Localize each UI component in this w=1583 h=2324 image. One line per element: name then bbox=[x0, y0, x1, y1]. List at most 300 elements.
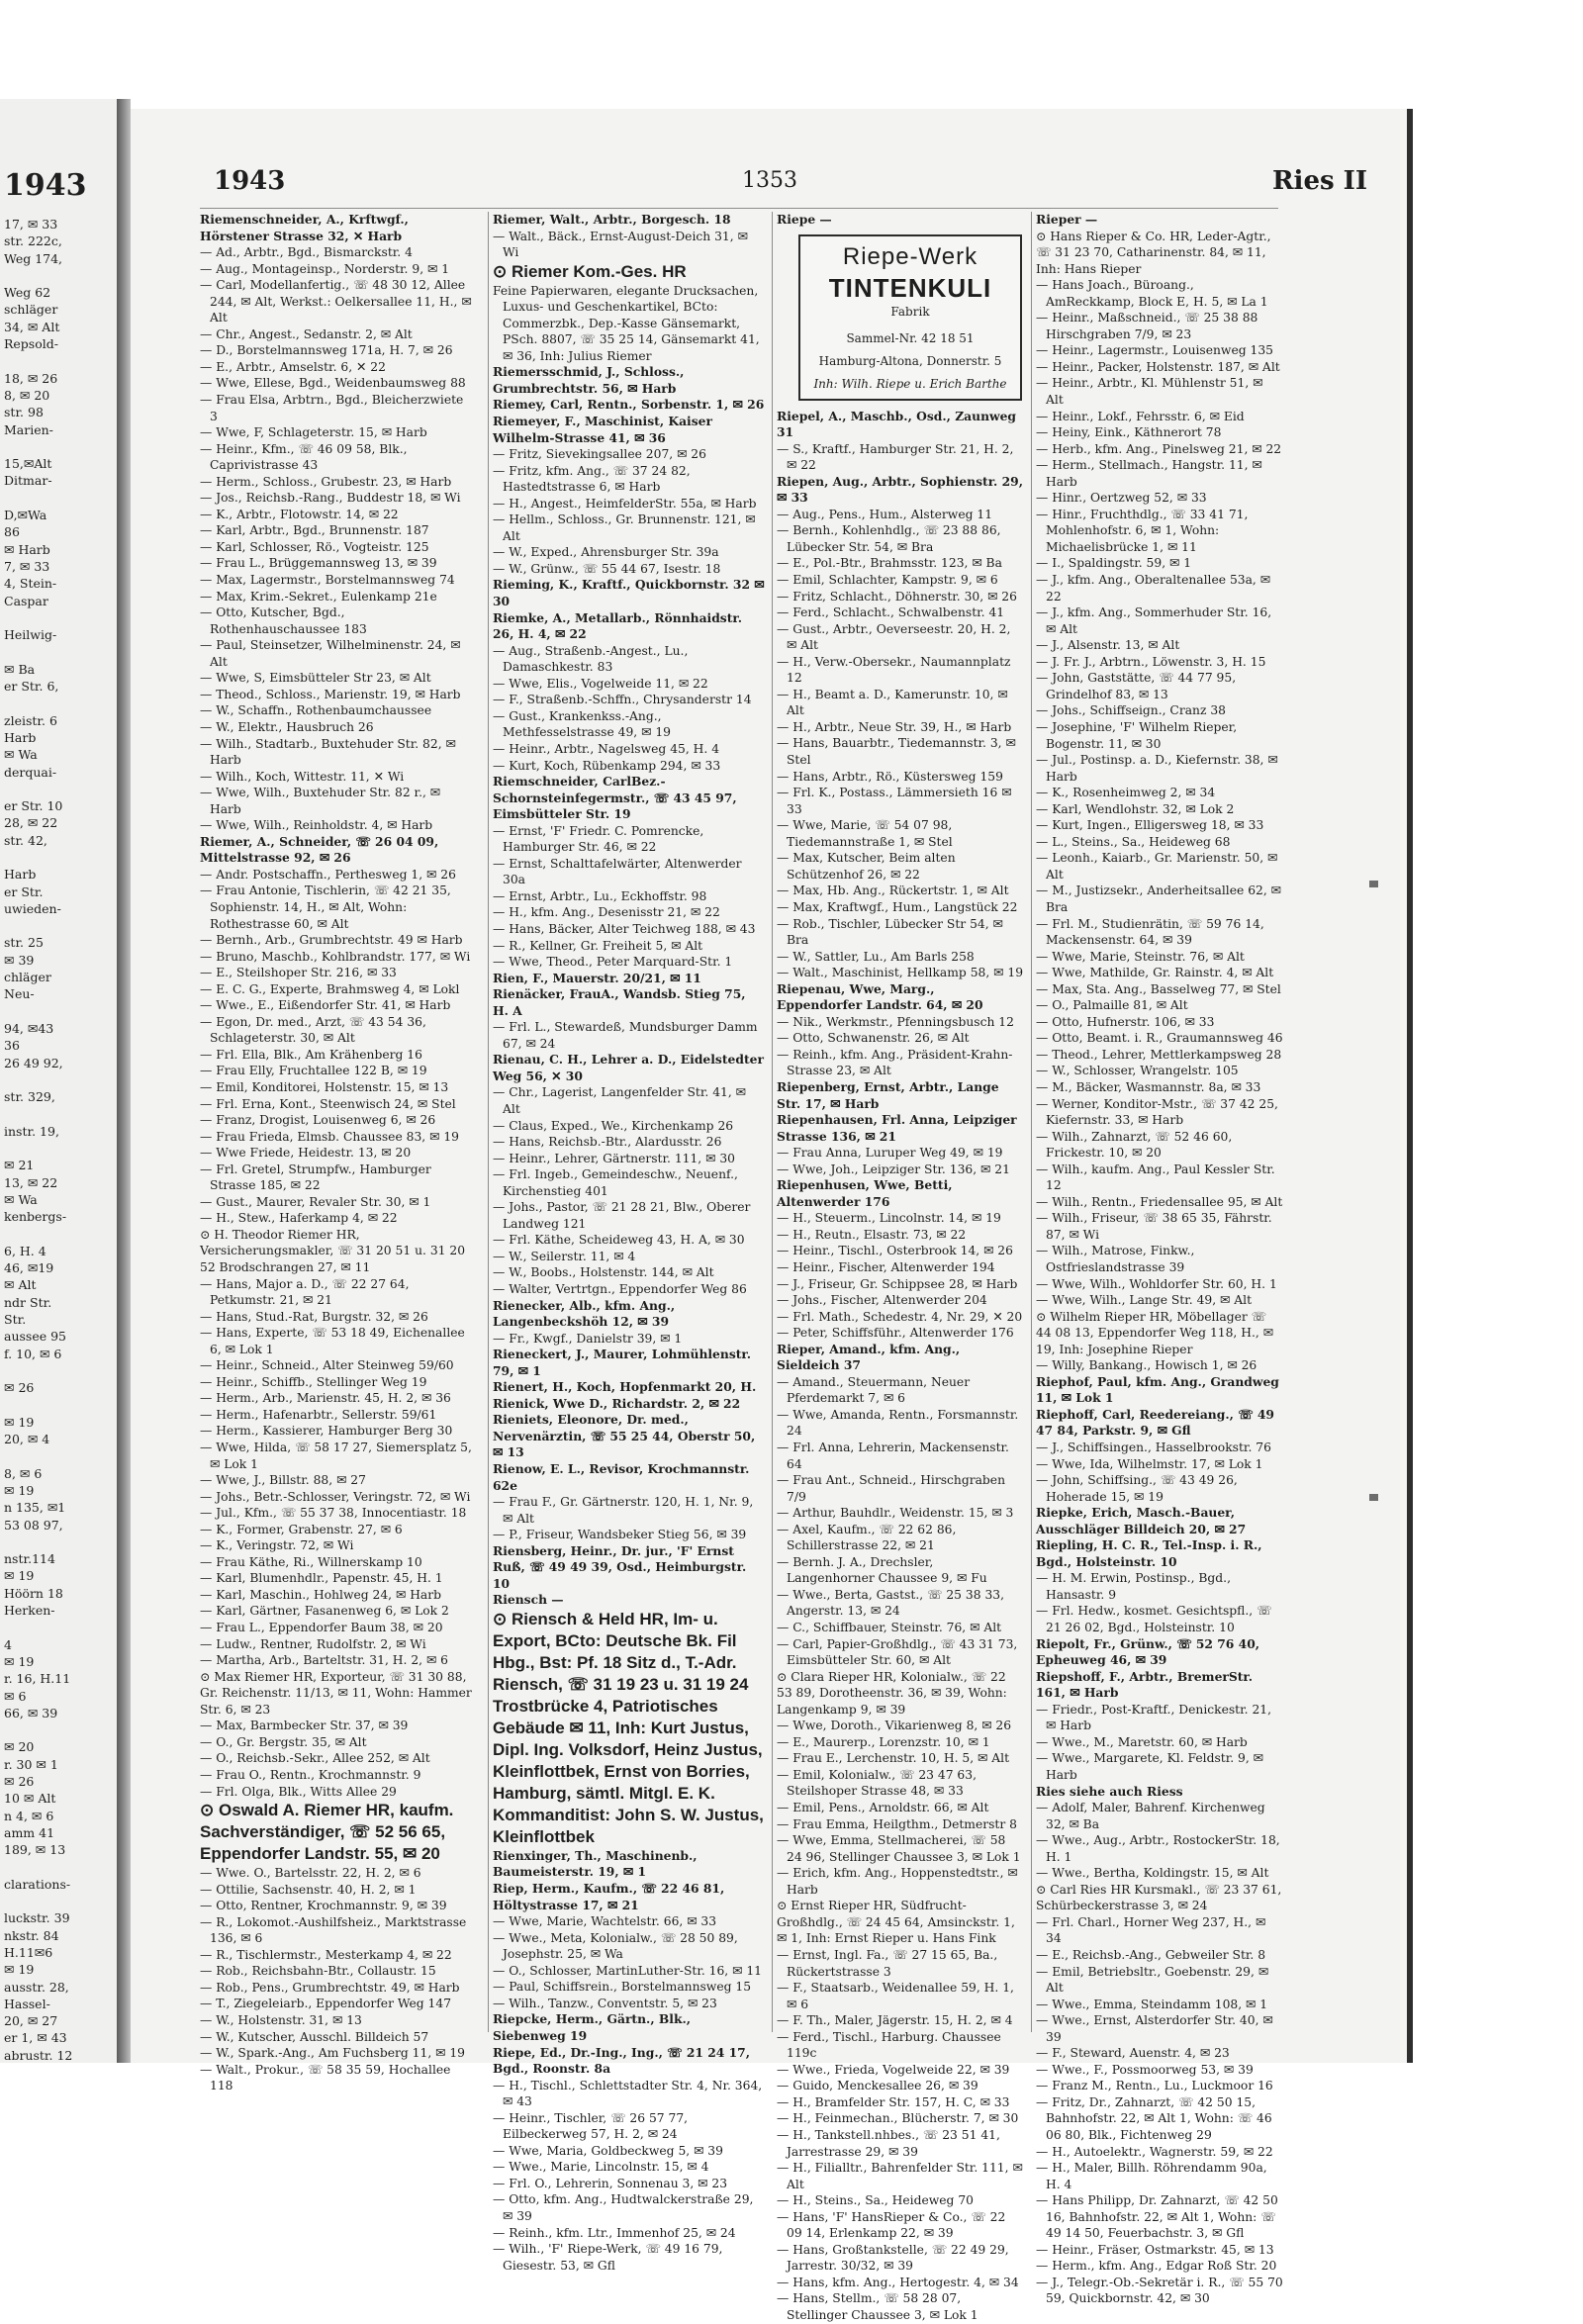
previous-page-line: Repsold- bbox=[4, 336, 58, 352]
previous-page-line bbox=[4, 781, 115, 797]
directory-entry: — Karl, Schlosser, Rö., Vogteistr. 125 bbox=[200, 539, 429, 554]
previous-page-line bbox=[4, 352, 115, 369]
previous-page-line: ✉ Harb bbox=[4, 541, 50, 557]
directory-entry: — Heinr., Arbtr., Kl. Mühlenstr 51, ✉ Alt bbox=[1036, 376, 1263, 408]
directory-entry: — Andr. Postschaffn., Perthesweg 1, ✉ 26 bbox=[200, 867, 456, 882]
directory-entry: — Wwe, Amanda, Rentn., Forsmannstr. 24 bbox=[777, 1407, 1019, 1439]
directory-entry: Riepke, Erich, Masch.-Bauer, Ausschläger Billdeich 20, ✉ 27 bbox=[1036, 1505, 1247, 1536]
previous-page-line: ✉ Ba bbox=[4, 661, 36, 677]
directory-entry: — Heinr., Lehrer, Gärtnerstr. 111, ✉ 30 bbox=[493, 1151, 735, 1165]
directory-entry: — K., Veringstr. 72, ✉ Wi bbox=[200, 1538, 354, 1553]
directory-page bbox=[131, 109, 1407, 2322]
previous-page-line: Str. bbox=[4, 1312, 27, 1327]
directory-entry: — Frl. Ella, Blk., Am Krähenberg 16 bbox=[200, 1047, 422, 1062]
previous-page-line: 18, ✉ 26 bbox=[4, 370, 58, 386]
previous-page-fragment bbox=[0, 99, 119, 2063]
directory-entry: — Ernst, Arbtr., Lu., Eckhoffstr. 98 bbox=[493, 888, 707, 903]
previous-page-line: ✉ 19 bbox=[4, 1568, 35, 1584]
directory-entry: — Guido, Menckesallee 26, ✉ 39 bbox=[777, 2079, 978, 2093]
previous-page-line: f. 10, ✉ 6 bbox=[4, 1346, 62, 1361]
directory-entry: — Ferd., Tischl., Harburg. Chaussee 119c bbox=[777, 2029, 1001, 2061]
directory-entry: Rienecker, Alb., kfm. Ang., Langenbeckshöh 12, ✉ 39 bbox=[493, 1297, 676, 1330]
directory-entry: — Wwe Friede, Heidestr. 13, ✉ 20 bbox=[200, 1146, 412, 1161]
previous-page-line: 4 bbox=[4, 1636, 12, 1652]
directory-entry: — F., Straßenb.-Schffn., Chrysanderstr 14 bbox=[493, 693, 752, 707]
directory-entry: — Herm., Schloss., Grubestr. 23, ✉ Harb bbox=[200, 474, 452, 489]
directory-entry: — Wwe, Marie, ☏ 54 07 98, Tiedemannstraße 1, ✉ Stel bbox=[777, 818, 953, 849]
ad-company-name: Riepe-Werk bbox=[842, 242, 978, 270]
directory-entry: — F., Staatsarb., Weidenallee 59, H. 1, ✉ 6 bbox=[777, 1981, 1014, 2011]
directory-entry: — Hans Joach., Büroang., AmReckkamp, Block E, H. 5, ✉ La 1 bbox=[1036, 278, 1268, 309]
previous-page-line: amm 41 bbox=[4, 1824, 55, 1840]
page-number: 1353 bbox=[742, 168, 797, 193]
directory-entry: — Emil, Betriebsltr., Goebenstr. 29, ✉ Alt bbox=[1036, 1964, 1269, 1996]
directory-entry: — Fritz, Dr., Zahnarzt, ☏ 42 50 15, Bahnhofstr. 22, ✉ Alt 1, Wohn: ☏ 46 06 80, Blk., Fichtenweg 29 bbox=[1036, 2094, 1272, 2142]
directory-entry: — R., Kellner, Gr. Freiheit 5, ✉ Alt bbox=[493, 938, 703, 953]
directory-entry: — W., Boobs., Holstenstr. 144, ✉ Alt bbox=[493, 1265, 714, 1280]
directory-entry: ⊙ Riensch & Held HR, Im- u. Export, BCto: Deutsche Bk. Fil Hbg., Bst: Pf. 18 Sitz d., T.-Adr. Riensch, ☏ 31 19 23 u. 31 19 24 Trostbrücke 4, Patriotisches Gebäude ✉ 11, Inh: Kurt Justus, Dipl. Ing. Volksdorf, Heinz Justus, Kleinflottbek, Ernst von Borries, Hamburg, sämtl. Mitgl. E. K. Kommanditist: John S. W. Justus, Kleinflottbek bbox=[493, 1609, 764, 1846]
directory-entry: Rieniets, Eleonore, Dr. med., Nervenärztin, ☏ 55 25 44, Oberstr 50, ✉ 13 bbox=[493, 1412, 756, 1460]
directory-entry: — Wwe, Maria, Goldbeckweg 5, ✉ 39 bbox=[493, 2143, 723, 2158]
previous-page-line: instr. 19, bbox=[4, 1123, 59, 1139]
directory-column-3 bbox=[772, 212, 1024, 2322]
previous-page-line: str. 42, bbox=[4, 832, 47, 848]
previous-page-line: 17, ✉ 33 bbox=[4, 217, 58, 232]
directory-entry: — Emil, Konditorei, Holstenstr. 15, ✉ 13 bbox=[200, 1079, 449, 1094]
previous-page-line bbox=[4, 1534, 115, 1550]
directory-entry: — Theod., Schloss., Marienstr. 19, ✉ Harb bbox=[200, 687, 461, 701]
ad-collect-number: Sammel-Nr. 42 18 51 bbox=[846, 330, 975, 345]
directory-entry: — Heinr., Maßschneid., ☏ 25 38 88 Hirschgraben 7/9, ✉ 23 bbox=[1036, 311, 1258, 341]
directory-entry: Rienert, H., Koch, Hopfenmarkt 20, H. bbox=[493, 1379, 757, 1395]
directory-entry: — Ferd., Schlacht., Schwalbenstr. 41 bbox=[777, 605, 1005, 620]
directory-entry: — H., Beamt a. D., Kamerunstr. 10, ✉ Alt bbox=[777, 687, 1008, 718]
directory-entry: Riemschneider, CarlBez.-Schornsteinfegermstr., ☏ 43 45 97, Eimsbütteler Str. 19 bbox=[493, 774, 737, 822]
directory-entry: — E., Maurerp., Lorenzstr. 10, ✉ 1 bbox=[777, 1734, 990, 1749]
directory-entry: — Johs., Pastor, ☏ 21 28 21, Blw., Oberer Landweg 121 bbox=[493, 1200, 751, 1231]
directory-entry: — Hans, Stud.-Rat, Burgstr. 32, ✉ 26 bbox=[200, 1309, 428, 1324]
directory-entry: — E., Pol.-Btr., Brahmsstr. 123, ✉ Ba bbox=[777, 556, 1002, 571]
directory-entry: — Heinr., Tischl., Osterbrook 14, ✉ 26 bbox=[777, 1244, 1013, 1258]
previous-page-line: 53 08 97, bbox=[4, 1517, 63, 1533]
previous-page-line: ✉ 21 bbox=[4, 1158, 35, 1173]
directory-entry: — Hans, 'F' HansRieper & Co., ☏ 22 09 14, Erlenkamp 22, ✉ 39 bbox=[777, 2209, 1006, 2241]
previous-page-line: str. 329, bbox=[4, 1089, 55, 1105]
directory-column-4 bbox=[1031, 212, 1283, 2306]
previous-page-line: er Str. 10 bbox=[4, 798, 63, 814]
previous-page-line: Höörn 18 bbox=[4, 1585, 63, 1601]
directory-entry: — Wwe., Marie, Lincolnstr. 15, ✉ 4 bbox=[493, 2160, 709, 2175]
directory-entry: Riepcke, Herm., Gärtn., Blk., Siebenweg 19 bbox=[493, 2011, 692, 2043]
directory-entry: — H., Steins., Sa., Heideweg 70 bbox=[777, 2193, 974, 2208]
directory-entry: — H., Tankstell.nhbes., ☏ 23 51 41, Jarrestrasse 29, ✉ 39 bbox=[777, 2127, 1000, 2159]
directory-entry: — Franz M., Rentn., Lu., Luckmoor 16 bbox=[1036, 2079, 1273, 2093]
directory-entry: — Hinr., Oertzweg 52, ✉ 33 bbox=[1036, 491, 1207, 506]
directory-entry: — Wwe., Meta, Kolonialw., ☏ 28 50 89, Josephstr. 25, ✉ Wa bbox=[493, 1930, 738, 1962]
previous-page-line bbox=[4, 490, 115, 507]
directory-entry: — Aug., Montageinsp., Norderstr. 9, ✉ 1 bbox=[200, 261, 450, 276]
previous-page-line: nstr.114 bbox=[4, 1551, 55, 1567]
directory-entry: Riepling, H. C. R., Tel.-Insp. i. R., Bgd., Holsteinstr. 10 bbox=[1036, 1537, 1262, 1569]
directory-entry: — Frl. Erna, Kont., Steenwisch 24, ✉ Stel bbox=[200, 1096, 456, 1111]
directory-entry: — H., Filialltr., Bahrenfelder Str. 111, ✉ Alt bbox=[777, 2161, 1023, 2191]
directory-entry: — H., Angest., HeimfelderStr. 55a, ✉ Harb bbox=[493, 496, 757, 511]
riepe-werk-advertisement bbox=[798, 234, 1022, 401]
directory-entry: — E. C. G., Experte, Brahmsweg 4, ✉ Lokl bbox=[200, 981, 460, 996]
directory-entry: — Wwe, Wilh., Lange Str. 49, ✉ Alt bbox=[1036, 1293, 1253, 1308]
directory-entry: — W., Seilerstr. 11, ✉ 4 bbox=[493, 1249, 636, 1263]
previous-page-line: 8, ✉ 6 bbox=[4, 1465, 43, 1481]
directory-entry: — Wwe, Marie, Steinstr. 76, ✉ Alt bbox=[1036, 949, 1245, 964]
directory-entry: — Heinr., Packer, Holstenstr. 187, ✉ Alt bbox=[1036, 359, 1280, 374]
directory-entry: ⊙ Hans Rieper & Co. HR, Leder-Agtr., ☏ 31 23 70, Catharinenstr. 84, ✉ 11, Inh: Hans Rieper bbox=[1036, 229, 1271, 276]
directory-entry: — John, Schiffsing., ☏ 43 49 26, Hoherade 15, ✉ 19 bbox=[1036, 1473, 1238, 1504]
previous-page-line: ✉ 19 bbox=[4, 1962, 35, 1978]
page-edge-shadow bbox=[1407, 109, 1413, 2063]
directory-entry: Riemke, A., Metallarb., Rönnhaidstr. 26, H. 4, ✉ 22 bbox=[493, 609, 743, 642]
directory-entry: — Reinh., kfm. Ltr., Immenhof 25, ✉ 24 bbox=[493, 2225, 736, 2240]
directory-entry: — W., Schaffn., Rothenbaumchaussee bbox=[200, 703, 432, 718]
directory-entry: Riepen, Aug., Arbtr., Sophienstr. 29, ✉ 33 bbox=[777, 473, 1024, 506]
directory-entry: Riepolt, Fr., Grünw., ☏ 52 76 40, Epheuweg 46, ✉ 39 bbox=[1036, 1635, 1260, 1668]
directory-column-1 bbox=[200, 212, 472, 2093]
directory-entry: — W., Kutscher, Ausschl. Billdeich 57 bbox=[200, 2029, 429, 2044]
directory-entry: ⊙ Wilhelm Rieper HR, Möbellager ☏ 44 08 13, Eppendorfer Weg 118, H., ✉ 19, Inh: Josephine Rieper bbox=[1036, 1309, 1273, 1356]
previous-page-line: 26 49 92, bbox=[4, 1055, 63, 1070]
directory-entry: — Wwe, Wilh., Buxtehuder Str. 82 r., ✉ Harb bbox=[200, 786, 441, 816]
previous-page-line: D,✉Wa bbox=[4, 508, 47, 523]
directory-entry: — Frau O., Rentn., Krochmannstr. 9 bbox=[200, 1767, 421, 1782]
directory-entry: — E., Steilshoper Str. 216, ✉ 33 bbox=[200, 966, 397, 980]
directory-entry: — H. M. Erwin, Postinsp., Bgd., Hansastr. 9 bbox=[1036, 1571, 1231, 1602]
directory-entry: — Frl. L., Stewardeß, Mundsburger Damm 67, ✉ 24 bbox=[493, 1020, 758, 1051]
directory-entry: Riepenau, Wwe, Marg., Eppendorfer Landstr. 64, ✉ 20 bbox=[777, 980, 983, 1013]
directory-entry: — W., Sattler, Lu., Am Barls 258 bbox=[777, 949, 975, 964]
directory-entry: — Ernst, 'F' Friedr. C. Pomrencke, Hamburger Str. 46, ✉ 22 bbox=[493, 823, 704, 855]
previous-page-line bbox=[4, 267, 115, 284]
directory-entry: — J., kfm. Ang., Oberaltenallee 53a, ✉ 22 bbox=[1036, 573, 1271, 604]
previous-page-line: str. 222c, bbox=[4, 233, 62, 249]
previous-page-line: Ditmar- bbox=[4, 473, 52, 489]
directory-entry: — Max, Krim.-Sekret., Eulenkamp 21e bbox=[200, 589, 437, 604]
directory-entry: — Bernh., Kohlenhdlg., ☏ 23 88 86, Lübecker Str. 54, ✉ Bra bbox=[777, 523, 1001, 554]
directory-entry: — Johs., Fischer, Altenwerder 204 bbox=[777, 1293, 987, 1308]
directory-entry: — Rob., Reichsbahn-Btr., Collaustr. 15 bbox=[200, 1964, 436, 1979]
directory-entry: — H., Arbtr., Neue Str. 39, H., ✉ Harb bbox=[777, 719, 1012, 734]
directory-entry: — Erich, kfm. Ang., Hoppenstedtstr., ✉ Harb bbox=[777, 1866, 1018, 1897]
directory-entry: — O., Palmaille 81, ✉ Alt bbox=[1036, 998, 1188, 1013]
directory-entry: — Carl, Modellanfertig., ☏ 48 30 12, Allee 244, ✉ Alt, Werkst.: Oelkersallee 11, H., ✉ Alt bbox=[200, 278, 472, 325]
directory-entry: — Frl. Anna, Lehrerin, Mackensenstr. 64 bbox=[777, 1441, 1009, 1471]
header-rule bbox=[200, 208, 1278, 209]
previous-page-line: ausstr. 28, bbox=[4, 1979, 69, 1995]
directory-entry: — Wwe, Mathilde, Gr. Rainstr. 4, ✉ Alt bbox=[1036, 966, 1274, 980]
directory-entry: — O., Schlosser, MartinLuther-Str. 16, ✉ 11 bbox=[493, 1963, 762, 1978]
directory-entry: — Frl. Math., Schedestr. 4, Nr. 29, ✕ 20 bbox=[777, 1309, 1023, 1324]
directory-entry: — Karl, Gärtner, Fasanenweg 6, ✉ Lok 2 bbox=[200, 1604, 449, 1619]
directory-entry: — Heinr., Lagermstr., Louisenweg 135 bbox=[1036, 343, 1273, 358]
previous-page-line: kenbergs- bbox=[4, 1209, 67, 1225]
directory-entry: — R., Lokomot.-Aushilfsheiz., Marktstrasse 136, ✉ 6 bbox=[200, 1914, 467, 1946]
directory-entry: — Wwe, Elis., Vogelweide 11, ✉ 22 bbox=[493, 676, 708, 691]
directory-entry: Riemeyer, F., Maschinist, Kaiser Wilhelm-Strasse 41, ✉ 36 bbox=[493, 414, 712, 445]
directory-entry: — Max, Lagermstr., Borstelmannsweg 74 bbox=[200, 573, 455, 588]
directory-entry: Rien, F., Mauerstr. 20/21, ✉ 11 bbox=[493, 970, 701, 985]
directory-entry: — Max, Barmbecker Str. 37, ✉ 39 bbox=[200, 1719, 409, 1733]
previous-page-line: 4, Stein- bbox=[4, 576, 57, 592]
directory-entry: — Kurt, Koch, Rübenkamp 294, ✉ 33 bbox=[493, 758, 721, 773]
directory-entry: — H., Feinmechan., Blücherstr. 7, ✉ 30 bbox=[777, 2111, 1019, 2126]
directory-entry: — W., Spark.-Ang., Am Fuchsberg 11, ✉ 19 bbox=[200, 2046, 465, 2061]
scan-margin bbox=[0, 0, 1583, 40]
directory-entry: — E., Arbtr., Amselstr. 6, ✕ 22 bbox=[200, 359, 386, 374]
directory-entry: — Nik., Werkmstr., Pfenningsbusch 12 bbox=[777, 1014, 1014, 1029]
directory-entry: — Wwe, Ida, Wilhelmstr. 17, ✉ Lok 1 bbox=[1036, 1456, 1263, 1471]
previous-page-line: 34, ✉ Alt bbox=[4, 319, 60, 334]
directory-entry: — Werner, Konditor-Mstr., ☏ 37 42 25, Kiefernstr. 33, ✉ Harb bbox=[1036, 1096, 1278, 1128]
directory-entry: — Walter, Vertrtgn., Eppendorfer Weg 86 bbox=[493, 1282, 747, 1296]
directory-entry: — Chr., Angest., Sedanstr. 2, ✉ Alt bbox=[200, 326, 413, 341]
directory-entry: — J., Friseur, Gr. Schippsee 28, ✉ Harb bbox=[777, 1276, 1018, 1291]
previous-page-line: 86 bbox=[4, 524, 20, 540]
ad-address: Hamburg-Altona, Donnerstr. 5 bbox=[818, 353, 1002, 368]
previous-page-line bbox=[4, 1362, 115, 1379]
directory-entry: — Frau Käthe, Ri., Willnerskamp 10 bbox=[200, 1554, 422, 1569]
directory-entry: — Wwe. O., Bartelsstr. 22, H. 2, ✉ 6 bbox=[200, 1866, 421, 1881]
previous-page-line: n 4, ✉ 6 bbox=[4, 1808, 54, 1823]
directory-entry: — Frau F., Gr. Gärtnerstr. 120, H. 1, Nr. 9, ✉ Alt bbox=[493, 1495, 754, 1526]
directory-entry: — Heinr., Fischer, Altenwerder 194 bbox=[777, 1259, 995, 1274]
previous-page-line bbox=[4, 609, 115, 626]
directory-entry: — Wwe., F., Possmoorweg 53, ✉ 39 bbox=[1036, 2062, 1254, 2077]
previous-page-line: 20, ✉ 27 bbox=[4, 2013, 58, 2029]
directory-entry: — Leonh., Kaiarb., Gr. Marienstr. 50, ✉ Alt bbox=[1036, 851, 1278, 882]
previous-page-line bbox=[4, 1140, 115, 1157]
directory-entry: — Wilh., Koch, Wittestr. 11, ✕ Wi bbox=[200, 769, 405, 784]
directory-entry: — Josephine, 'F' Wilhelm Rieper, Bogenstr. 11, ✉ 30 bbox=[1036, 719, 1238, 751]
directory-entry: — Hans, Reichsb.-Btr., Alardusstr. 26 bbox=[493, 1135, 722, 1150]
ad-owners: Inh: Wilh. Riepe u. Erich Barthe bbox=[813, 376, 1007, 391]
directory-entry: — Johs., Schiffseign., Cranz 38 bbox=[1036, 703, 1227, 718]
previous-page-line bbox=[4, 849, 115, 866]
directory-entry: — Max, Kraftwgf., Hum., Langstück 22 bbox=[777, 899, 1018, 914]
directory-entry: — Wwe., Margarete, Kl. Feldstr. 9, ✉ Harb bbox=[1036, 1751, 1263, 1782]
directory-entry: — Wwe, Ellese, Bgd., Weidenbaumsweg 88 bbox=[200, 376, 466, 391]
directory-entry: — Hellm., Schloss., Gr. Brunnenstr. 121, ✉ Alt bbox=[493, 512, 756, 543]
directory-entry: Riepe, Ed., Dr.-Ing., Ing., ☏ 21 24 17, Bgd., Roonstr. 8a bbox=[493, 2044, 751, 2077]
directory-entry: — Ottilie, Sachsenstr. 40, H. 2, ✉ 1 bbox=[200, 1882, 417, 1897]
directory-entry: — H., Maler, Billh. Röhrendamm 90a, H. 4 bbox=[1036, 2161, 1267, 2191]
directory-entry: Riemer, Walt., Arbtr., Borgesch. 18 bbox=[493, 212, 731, 227]
previous-page-line: ✉ Alt bbox=[4, 1277, 37, 1293]
directory-entry: — Frau Elly, Fruchtallee 122 B, ✉ 19 bbox=[200, 1064, 427, 1078]
directory-entry: — Frau Ant., Schneid., Hirschgraben 7/9 bbox=[777, 1473, 1006, 1504]
directory-entry: — H., Reutn., Elsastr. 73, ✉ 22 bbox=[777, 1227, 967, 1242]
directory-entry: — Frau Emma, Heilgthm., Detmerstr 8 bbox=[777, 1816, 1017, 1831]
previous-page-line: abrustr. 12 bbox=[4, 2047, 73, 2063]
previous-page-line: Harb bbox=[4, 729, 37, 745]
directory-entry: — Ludw., Rentner, Rudolfstr. 2, ✉ Wi bbox=[200, 1636, 426, 1651]
directory-entry: — Frau L., Eppendorfer Baum 38, ✉ 20 bbox=[200, 1621, 443, 1635]
directory-entry: — Bernh. J. A., Drechsler, Langenhorner Chaussee 9, ✉ Fu bbox=[777, 1554, 987, 1586]
directory-entry: — Kurt, Ingen., Elligersweg 18, ✉ 33 bbox=[1036, 818, 1264, 833]
directory-entry: — T., Ziegeleiarb., Eppendorfer Weg 147 bbox=[200, 1997, 452, 2011]
directory-entry: — M., Bäcker, Wasmannstr. 8a, ✉ 33 bbox=[1036, 1079, 1261, 1094]
directory-entry: — Hans, Experte, ☏ 53 18 49, Eichenallee 6, ✉ Lok 1 bbox=[200, 1326, 465, 1356]
directory-entry: — Frau Frieda, Elmsb. Chaussee 83, ✉ 19 bbox=[200, 1129, 459, 1144]
directory-entry: — Martha, Arb., Barteltstr. 31, H. 2, ✉ 6 bbox=[200, 1653, 448, 1668]
directory-entry: — Willy, Bankang., Howisch 1, ✉ 26 bbox=[1036, 1358, 1257, 1373]
directory-entry: — Wwe, Doroth., Vikarienweg 8, ✉ 26 bbox=[777, 1719, 1012, 1733]
directory-entry: — Otto, Kutscher, Bgd., Rothenhauschaussee 183 bbox=[200, 605, 367, 636]
previous-page-line: 66, ✉ 39 bbox=[4, 1705, 58, 1720]
previous-page-line bbox=[4, 1859, 115, 1876]
directory-entry: — Wilh., Zahnarzt, ☏ 52 46 60, Frickestr. 10, ✉ 20 bbox=[1036, 1129, 1233, 1161]
directory-entry: — Ernst, Ingl. Fa., ☏ 27 15 65, Ba., Rückertstrasse 3 bbox=[777, 1947, 998, 1979]
previous-page-text bbox=[4, 216, 115, 2064]
directory-entry: Rienäcker, FrauA., Wandsb. Stieg 75, H. A bbox=[493, 986, 746, 1018]
directory-entry: — Bernh., Arb., Grumbrechtstr. 49 ✉ Harb bbox=[200, 933, 463, 948]
directory-entry: — Fritz, kfm. Ang., ☏ 37 24 82, Hastedtstrasse 6, ✉ Harb bbox=[493, 463, 691, 495]
previous-page-line: n 135, ✉1 bbox=[4, 1500, 66, 1516]
directory-entry: — Wwe, Wilh., Reinholdstr. 4, ✉ Harb bbox=[200, 818, 433, 833]
directory-entry: — I., Spaldingstr. 59, ✉ 1 bbox=[1036, 556, 1192, 571]
directory-entry: — Frau E., Lerchenstr. 10, H. 5, ✉ Alt bbox=[777, 1751, 1010, 1766]
directory-entry: — Walt., Maschinist, Hellkamp 58, ✉ 19 bbox=[777, 966, 1024, 980]
previous-page-line: ✉ 26 bbox=[4, 1774, 35, 1790]
previous-page-line: ✉ 26 bbox=[4, 1380, 35, 1396]
directory-entry: — Frl. Olga, Blk., Witts Allee 29 bbox=[200, 1784, 397, 1799]
directory-entry: — Hans, Stellm., ☏ 58 28 07, Stellinger Chaussee 3, ✉ Lok 1 bbox=[777, 2291, 978, 2322]
previous-page-line: str. 98 bbox=[4, 405, 44, 420]
directory-entry: — Egon, Dr. med., Arzt, ☏ 43 54 36, Schlageterstr. 30, ✉ Alt bbox=[200, 1014, 426, 1046]
directory-entry: Riemey, Carl, Rentn., Sorbenstr. 1, ✉ 26 bbox=[493, 397, 765, 413]
directory-entry: — Wwe., M., Maretstr. 60, ✉ Harb bbox=[1036, 1734, 1248, 1749]
previous-page-line: 20, ✉ 4 bbox=[4, 1432, 50, 1447]
previous-page-line bbox=[4, 1396, 115, 1413]
directory-entry: — Otto, Schwanenstr. 26, ✉ Alt bbox=[777, 1031, 970, 1046]
directory-entry: — Frau Elsa, Arbtrn., Bgd., Bleicherzwiete 3 bbox=[200, 393, 464, 423]
directory-entry: — Herm., Kassierer, Hamburger Berg 30 bbox=[200, 1424, 453, 1439]
directory-entry: — Wwe., Frieda, Vogelweide 22, ✉ 39 bbox=[777, 2062, 1010, 2077]
directory-entry: — Johs., Betr.-Schlosser, Veringstr. 72, ✉ Wi bbox=[200, 1489, 471, 1504]
directory-entry: — Wwe., Bertha, Koldingstr. 15, ✉ Alt bbox=[1036, 1866, 1269, 1881]
directory-entry: — Max, Kutscher, Beim alten Schützenhof 26, ✉ 22 bbox=[777, 851, 956, 882]
previous-page-line: clarations- bbox=[4, 1876, 71, 1892]
directory-entry: — J. Fr. J., Arbtrn., Löwenstr. 3, H. 15 bbox=[1036, 654, 1266, 669]
previous-page-line: Herken- bbox=[4, 1603, 55, 1619]
previous-page-line bbox=[4, 1619, 115, 1635]
directory-entry: — Otto, Beamt. i. R., Graumannsweg 46 bbox=[1036, 1031, 1283, 1046]
directory-entry: — Wilh., Matrose, Finkw., Ostfrieslandstrasse 39 bbox=[1036, 1244, 1195, 1274]
directory-entry: — C., Schiffbauer, Steinstr. 76, ✉ Alt bbox=[777, 1621, 1002, 1635]
directory-entry: — W., Elektr., Hausbruch 26 bbox=[200, 719, 374, 734]
previous-page-line: Neu- bbox=[4, 986, 35, 1002]
directory-entry: — H., Stew., Haferkamp 4, ✉ 22 bbox=[200, 1211, 398, 1226]
directory-entry: — Herm., Stellmach., Hangstr. 11, ✉ Harb bbox=[1036, 458, 1262, 489]
directory-entry: — Gust., Maurer, Revaler Str. 30, ✉ 1 bbox=[200, 1194, 431, 1209]
previous-page-line: 10 ✉ Alt bbox=[4, 1791, 56, 1807]
directory-entry: — Aug., Straßenb.-Angest., Lu., Damaschkestr. 83 bbox=[493, 643, 689, 675]
directory-entry: — Wwe., Berta, Gastst., ☏ 25 38 33, Angerstr. 13, ✉ 24 bbox=[777, 1587, 1004, 1619]
directory-entry: — Hans, kfm. Ang., Hertogestr. 4, ✉ 34 bbox=[777, 2275, 1019, 2289]
directory-entry: — Wwe, J., Billstr. 88, ✉ 27 bbox=[200, 1473, 366, 1488]
directory-entry: — Walt., Bäck., Ernst-August-Deich 31, ✉ Wi bbox=[493, 229, 748, 260]
directory-entry: — W., Holstenstr. 31, ✉ 13 bbox=[200, 2012, 362, 2027]
directory-entry: — Theod., Lehrer, Mettlerkampsweg 28 bbox=[1036, 1047, 1282, 1062]
directory-entry: — H., Autoelektr., Wagnerstr. 59, ✉ 22 bbox=[1036, 2144, 1273, 2159]
directory-entry: — J., kfm. Ang., Sommerhuder Str. 16, ✉ Alt bbox=[1036, 605, 1272, 636]
previous-page-line: Hassel- bbox=[4, 1996, 50, 2011]
previous-page-line: 7, ✉ 33 bbox=[4, 558, 50, 574]
page-edge-mark bbox=[1369, 1494, 1378, 1501]
previous-page-line bbox=[4, 1003, 115, 1020]
directory-entry: — Chr., Lagerist, Langenfelder Str. 41, ✉ Alt bbox=[493, 1085, 746, 1116]
directory-entry: — W., Grünw., ☏ 55 44 67, Isestr. 18 bbox=[493, 561, 721, 576]
directory-entry: Rienow, E. L., Revisor, Krochmannstr. 62e bbox=[493, 1461, 750, 1493]
directory-entry: ⊙ Clara Rieper HR, Kolonialw., ☏ 22 53 89, Dorotheenstr. 36, ✉ 39, Wohn: Langenkamp 9, ✉ 39 bbox=[777, 1669, 1007, 1717]
directory-entry: — Amand., Steuermann, Neuer Pferdemarkt 7, ✉ 6 bbox=[777, 1374, 971, 1406]
directory-entry: — Frl. Hedw., kosmet. Gesichtspfl., ☏ 21 26 02, Bgd., Holsteinstr. 10 bbox=[1036, 1604, 1272, 1635]
directory-entry: ⊙ Riemer Kom.-Ges. HR bbox=[493, 261, 687, 281]
directory-entry: — J., Alsenstr. 13, ✉ Alt bbox=[1036, 638, 1180, 653]
previous-page-line bbox=[4, 1721, 115, 1738]
previous-page-line: 46, ✉19 bbox=[4, 1260, 54, 1276]
previous-page-line: 28, ✉ 22 bbox=[4, 815, 58, 831]
directory-entry: — Frl. Charl., Horner Weg 237, H., ✉ 34 bbox=[1036, 1914, 1266, 1946]
directory-entry: — Gust., Krankenkss.-Ang., Methfesselstrasse 49, ✉ 19 bbox=[493, 708, 671, 740]
directory-entry: — Wilh., Friseur, ☏ 38 65 35, Fährstr. 87, ✉ Wi bbox=[1036, 1211, 1272, 1242]
directory-entry: — H., Steuerm., Lincolnstr. 14, ✉ 19 bbox=[777, 1211, 1001, 1226]
directory-entry: — Fritz, Sievekingsallee 207, ✉ 26 bbox=[493, 447, 706, 462]
directory-entry: — Heinr., Arbtr., Nagelsweg 45, H. 4 bbox=[493, 741, 720, 756]
directory-entry: — Heinr., Schneid., Alter Steinweg 59/60 bbox=[200, 1358, 454, 1373]
previous-page-line: 15,✉Alt bbox=[4, 456, 52, 472]
directory-entry: — Frau Antonie, Tischlerin, ☏ 42 21 35, Sophienstr. 14, H., ✉ Alt, Wohn: Rothestrasse 60, ✉ Alt bbox=[200, 883, 451, 931]
directory-entry: Riemersschmid, J., Schloss., Grumbrechtstr. 56, ✉ Harb bbox=[493, 364, 685, 396]
directory-entry: — Karl, Blumenhdlr., Papenstr. 45, H. 1 bbox=[200, 1571, 443, 1586]
directory-entry: — H., Verw.-Obersekr., Naumannplatz 12 bbox=[777, 654, 1011, 686]
directory-entry: ⊙ Oswald A. Riemer HR, kaufm. Sachverständiger, ☏ 52 56 65, Eppendorfer Landstr. 55, ✉ 20 bbox=[200, 1801, 454, 1864]
directory-entry: — Wwe, Emma, Stellmacherei, ☏ 58 24 96, Stellinger Chaussee 3, ✉ Lok 1 bbox=[777, 1833, 1021, 1864]
directory-entry: — L., Steins., Sa., Heideweg 68 bbox=[1036, 834, 1231, 849]
directory-entry: — Hans, Arbtr., Rö., Küstersweg 159 bbox=[777, 769, 1003, 784]
directory-entry: — Aug., Pens., Hum., Alsterweg 11 bbox=[777, 507, 993, 521]
directory-entry: Riephoff, Carl, Reedereiang., ☏ 49 47 84, Parkstr. 9, ✉ Gfl bbox=[1036, 1406, 1274, 1439]
previous-page-line: Heilwig- bbox=[4, 627, 57, 643]
directory-entry: — W., Schlosser, Wrangelstr. 105 bbox=[1036, 1064, 1239, 1078]
previous-page-line: zleistr. 6 bbox=[4, 712, 57, 728]
directory-entry: Riensch — bbox=[493, 1592, 564, 1608]
previous-page-line: r. 16, H.11 bbox=[4, 1671, 71, 1687]
directory-entry: Rienick, Wwe D., Richardstr. 2, ✉ 22 bbox=[493, 1395, 741, 1411]
directory-entry: — Hans, Major a. D., ☏ 22 27 64, Petkumstr. 21, ✉ 21 bbox=[200, 1276, 410, 1308]
directory-entry: Rieper, Amand., kfm. Ang., Sieldeich 37 bbox=[777, 1341, 961, 1373]
directory-entry: — Frau L., Brüggemannsweg 13, ✉ 39 bbox=[200, 556, 437, 571]
previous-page-line bbox=[4, 1071, 115, 1088]
directory-entry: — W., Exped., Ahrensburger Str. 39a bbox=[493, 545, 719, 560]
directory-entry: — Otto, kfm. Ang., Hudtwalckerstraße 29, ✉ 39 bbox=[493, 2192, 754, 2223]
directory-entry: — Emil, Schlachter, Kampstr. 9, ✉ 6 bbox=[777, 573, 998, 588]
previous-page-line bbox=[4, 695, 115, 711]
previous-page-line: Weg 174, bbox=[4, 250, 63, 266]
directory-entry: — E., Reichsb.-Ang., Gebweiler Str. 8 bbox=[1036, 1947, 1266, 1962]
directory-entry: — Wwe, Wilh., Wohldorfer Str. 60, H. 1 bbox=[1036, 1276, 1277, 1291]
directory-entry: — Frl. M., Studienrätin, ☏ 59 76 14, Mackensenstr. 64, ✉ 39 bbox=[1036, 916, 1264, 948]
directory-entry: Riepshoff, F., Arbtr., BremerStr. 161, ✉ Harb bbox=[1036, 1668, 1254, 1701]
previous-page-line: ✉ 19 bbox=[4, 1414, 35, 1430]
directory-entry: — Heinr., Schiffb., Stellinger Weg 19 bbox=[200, 1374, 427, 1389]
